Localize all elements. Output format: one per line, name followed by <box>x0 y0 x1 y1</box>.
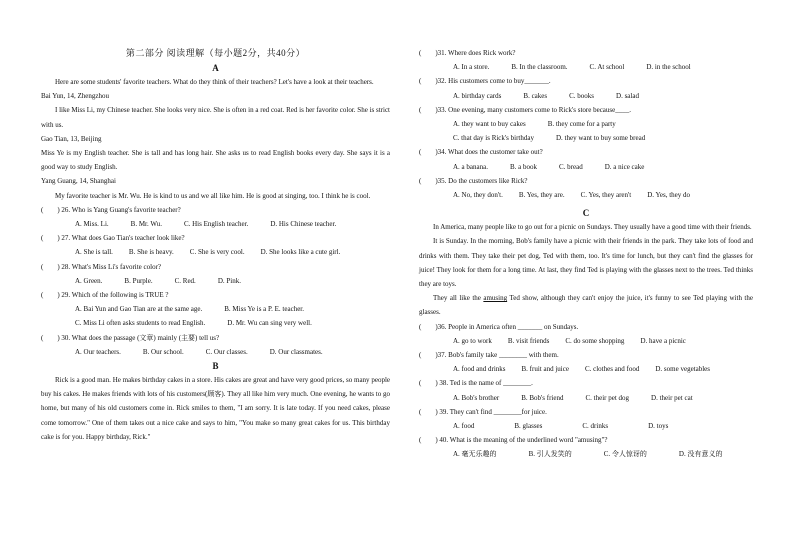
option-b: B. visit friends <box>507 336 550 345</box>
option-a: A. 毫无乐趣的 <box>453 450 497 459</box>
question-26-options <box>41 217 390 231</box>
option-d: D. Mr. Wu can sing very well. <box>227 319 312 328</box>
passage-c-p1: In America, many people like to go out for a picnic on Sundays. They usually have a good time with their friends. <box>433 223 752 232</box>
option-d: D. Yes, they do <box>647 191 691 200</box>
option-b: B. Our school. <box>142 347 184 356</box>
question-29-options-cd <box>41 316 390 330</box>
option-b: B. Yes, they are. <box>518 191 565 200</box>
option-c: C. their pet dog <box>585 393 630 402</box>
question-31-options <box>419 60 753 74</box>
question-35-options <box>419 188 753 202</box>
question-35: ( )35. Do the customers like Rick? <box>419 176 528 185</box>
option-c: C. bread <box>559 162 583 171</box>
option-d: D. She looks like a cute girl. <box>260 248 341 257</box>
passage-a-intro: Here are some students' favorite teachers. What do they think of their teachers? Let's have a look at their teachers. <box>55 78 374 86</box>
question-33: ( )33. One evening, many customers come to Rick's store because____. <box>419 105 631 114</box>
student-2-name: Gao Tian, 13, Beijing <box>41 134 102 143</box>
option-c: C. books <box>569 91 595 100</box>
option-a: A. they want to buy cakes <box>453 120 526 129</box>
question-40: ( ) 40. What is the meaning of the underlined word "amusing"? <box>419 436 608 445</box>
question-27: ( ) 27. What does Gao Tian's teacher look like? <box>41 234 185 243</box>
option-d: D. Our classmates. <box>269 347 323 356</box>
passage-a-letter: A <box>212 63 219 73</box>
question-34-options <box>419 160 753 174</box>
option-c: C. Our classes. <box>205 347 248 356</box>
passage-c-p3 <box>419 291 753 319</box>
option-b: B. Mr. Wu. <box>130 220 162 229</box>
option-d: D. a nice cake <box>604 162 645 171</box>
option-d: D. have a picnic <box>640 336 686 345</box>
option-b: B. cakes <box>523 91 548 100</box>
question-39-options <box>419 419 753 433</box>
option-c: C. drinks <box>582 422 609 431</box>
option-c: C. do some shopping <box>565 336 625 345</box>
option-c: C. 令人惊讶的 <box>603 450 647 459</box>
passage-c-p3-after: Ted show, although they can't enjoy the juice, it's funny to see Ted playing with the glasses. <box>419 294 753 317</box>
question-32: ( )32. His customers come to buy_______. <box>419 77 551 86</box>
student-3-text: My favorite teacher is Mr. Wu. He is kind to us and we all like him. He is good at singing, too. I think he is cool. <box>55 191 371 200</box>
passage-b-text: Rick is a good man. He makes birthday cakes in a store. His cakes are great and have very good prices, so many people buy his cakes. He makes friends with lots of his customers(顾客). They all like him very much. One evening, he wants to go home, but many of his old customers come in. Rick smiles to them, "I am sorry. It is late today. If you need cakes, please come tomorrow." One of them takes out a nice cake and says to him, "You make so many great cakes for us. This birthday cake is for you. Happy birthday, Rick." <box>41 376 390 441</box>
student-3-name: Yang Guang, 14, Shanghai <box>41 177 116 186</box>
question-29: ( ) 29. Which of the following is TRUE ? <box>41 291 169 300</box>
option-b: B. In the classroom. <box>511 63 568 72</box>
option-b: B. 引人发笑的 <box>528 450 572 459</box>
option-c: C. clothes and food <box>584 365 640 374</box>
underlined-word: amusing <box>483 294 508 303</box>
option-c: C. Miss Li often asks students to read English. <box>75 319 206 328</box>
option-b: B. they come for a party <box>547 120 616 129</box>
option-d: D. Pink. <box>217 276 241 285</box>
option-a: A. food <box>453 422 475 431</box>
question-33-options-cd <box>419 131 753 145</box>
section-heading: 第二部分 阅读理解（每小题2分，共40分） <box>125 48 306 58</box>
question-28-options <box>41 274 390 288</box>
option-a: A. She is tall. <box>75 248 113 257</box>
option-a: A. food and drinks <box>453 365 506 374</box>
option-b: B. She is heavy. <box>128 248 174 257</box>
option-b: B. fruit and juice <box>521 365 569 374</box>
student-1-text: I like Miss Li, my Chinese teacher. She looks very nice. She is often in a red coat. Red is her favorite color. She is strict with us. <box>41 106 390 129</box>
question-38: ( ) 38. Ted is the name of ________. <box>419 379 533 388</box>
right-column <box>419 46 753 462</box>
student-2-text: Miss Ye is my English teacher. She is tall and has long hair. She asks us to read English books every day. She says it is a good way to study English. <box>41 149 390 172</box>
question-30: ( ) 30. What does the passage (文章) mainly (主要) tell us? <box>41 333 220 342</box>
option-b: B. glasses <box>514 422 543 431</box>
question-27-options <box>41 245 390 259</box>
option-c: C. At school <box>589 63 625 72</box>
question-31: ( )31. Where does Rick work? <box>419 49 516 57</box>
student-1-name: Bai Yun, 14, Zhengzhou <box>41 92 109 101</box>
option-c: C. that day is Rick's birthday <box>453 134 534 143</box>
option-d: D. salad <box>616 91 639 100</box>
passage-c-p3-before: They all like the <box>433 294 484 303</box>
option-a: A. No, they don't. <box>453 191 503 200</box>
question-39: ( ) 39. They can't find ________for juice. <box>419 407 547 416</box>
option-d: D. their pet cat <box>651 393 693 402</box>
question-38-options <box>419 391 753 405</box>
option-d: D. some vegetables <box>655 365 710 374</box>
option-b: B. a book <box>509 162 538 171</box>
question-40-options <box>419 447 753 461</box>
passage-c-letter: C <box>582 208 590 219</box>
option-a: A. Miss. Li. <box>75 220 109 229</box>
option-d: D. His Chinese teacher. <box>270 220 337 229</box>
passage-b-letter: B <box>212 361 219 372</box>
question-37-options <box>419 362 753 376</box>
question-28: ( ) 28. What's Miss Li's favorite color? <box>41 262 162 271</box>
left-column <box>41 46 390 444</box>
option-b: B. Miss Ye is a P. E. teacher. <box>224 305 304 314</box>
question-30-options <box>41 345 390 359</box>
question-36: ( )36. People in America often _______ on Sundays. <box>419 322 579 331</box>
option-c: C. Yes, they aren't <box>580 191 632 200</box>
passage-c-p2: It is Sunday. In the morning, Bob's family have a picnic with their friends in the park. They take lots of food and drinks with them. They take their pet dog, Ted with them, too. It's time for lunch, but they can't find the glasses for juice! They look for them for a long time. At last, they find Ted is playing with the glasses next to the trees. Ted thinks they are toys. <box>419 237 753 289</box>
option-a: A. Green. <box>75 276 103 285</box>
question-34: ( )34. What does the customer take out? <box>419 148 543 157</box>
option-d: D. toys <box>648 422 669 431</box>
option-c: C. Red. <box>174 276 196 285</box>
option-a: A. go to work <box>453 336 492 345</box>
option-b: B. Bob's friend <box>521 393 564 402</box>
question-37: ( )37. Bob's family take ________ with them. <box>419 351 559 360</box>
option-b: B. Purple. <box>124 276 153 285</box>
option-d: D. they want to buy some bread <box>555 134 646 143</box>
question-29-options-ab <box>41 302 390 316</box>
option-d: D. in the school <box>646 63 691 72</box>
question-33-options-ab <box>419 117 753 131</box>
option-a: A. a banana. <box>453 162 488 171</box>
question-32-options <box>419 89 753 103</box>
question-26: ( ) 26. Who is Yang Guang's favorite teacher? <box>41 205 181 214</box>
option-a: A. birthday cards <box>453 91 502 100</box>
option-a: A. Our teachers. <box>75 347 121 356</box>
option-a: A. Bai Yun and Gao Tian are at the same age. <box>75 305 203 314</box>
option-a: A. Bob's brother <box>453 393 500 402</box>
question-36-options <box>419 334 753 348</box>
option-c: C. His English teacher. <box>183 220 249 229</box>
option-c: C. She is very cool. <box>189 248 245 257</box>
option-a: A. In a store. <box>453 63 490 72</box>
option-d: D. 没有意义的 <box>678 450 723 459</box>
